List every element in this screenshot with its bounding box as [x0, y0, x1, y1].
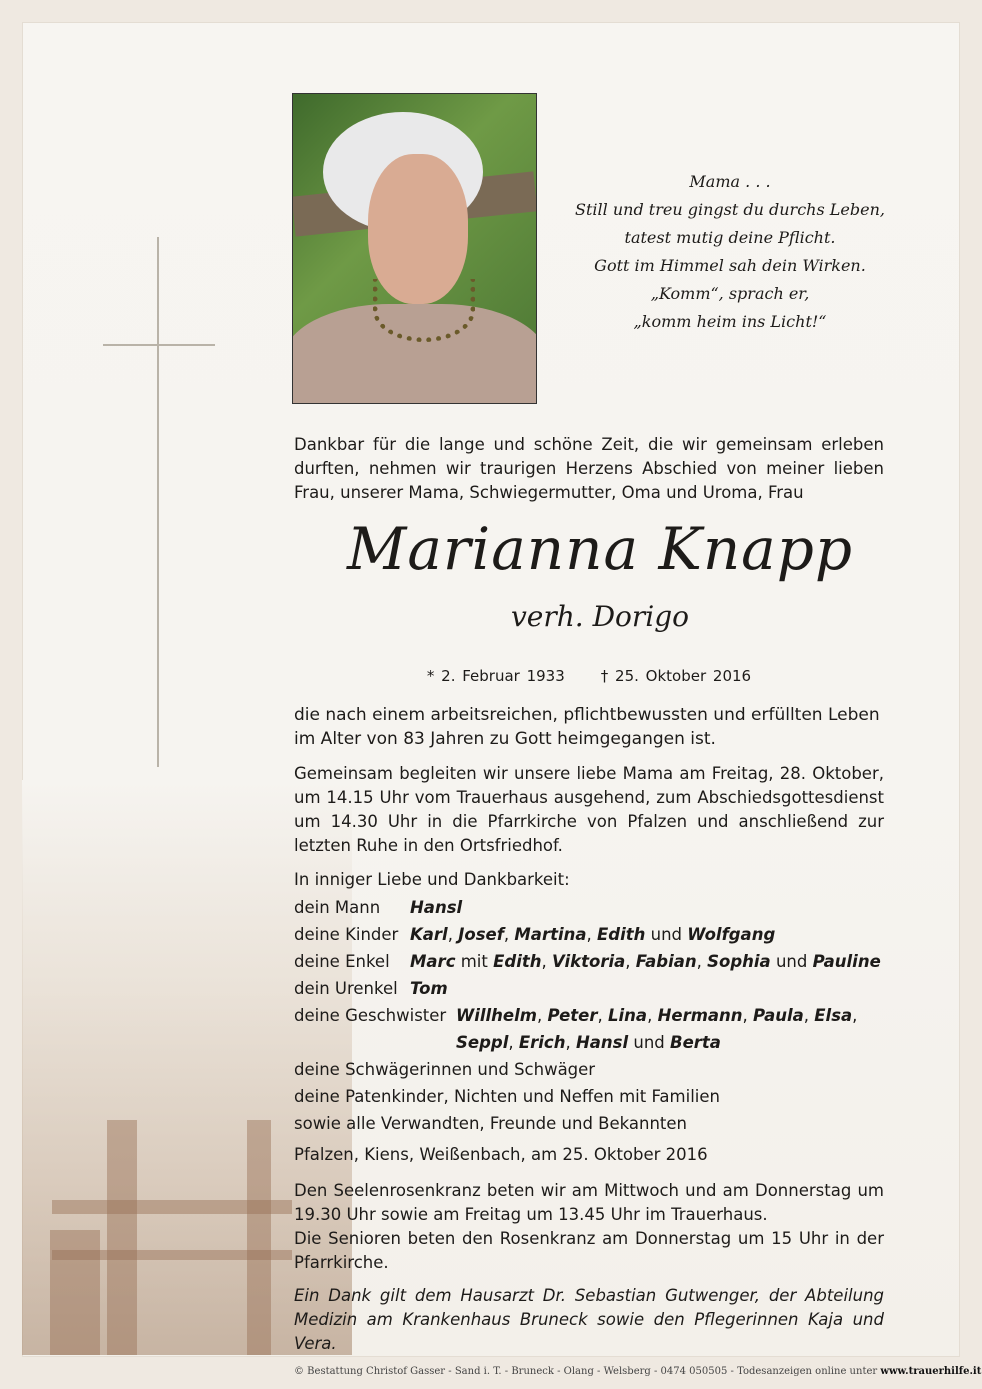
- separator: und: [628, 1033, 671, 1052]
- relative-row: [294, 1083, 894, 1110]
- footer: [294, 1366, 982, 1377]
- relative-name: Sophia: [707, 952, 771, 971]
- separator: ,: [586, 925, 598, 944]
- relative-row: [294, 894, 894, 921]
- relative-name: Berta: [670, 1033, 721, 1052]
- relative-names: [410, 975, 894, 1002]
- footer-link[interactable]: www.trauerhilfe.it: [880, 1366, 982, 1377]
- life-dates: [294, 667, 884, 685]
- relative-name: Marc: [410, 952, 456, 971]
- poem-line: Gott im Himmel sah dein Wirken.: [594, 256, 866, 275]
- relative-names: [456, 1002, 894, 1056]
- relative-name: Tom: [410, 979, 448, 998]
- death-date: † 25. Oktober 2016: [600, 667, 752, 685]
- poem-line: tatest mutig deine Pflicht.: [624, 228, 836, 247]
- funeral-text: Gemeinsam begleiten wir unsere liebe Mama am Freitag, 28. Oktober, um 14.15 Uhr vom Trauerhaus ausgehend, zum Abschiedsgottesdienst um 14.30 Uhr in die Pfarrkirche von Pfalzen und anschließend zur letzten Ruhe in den Ortsfriedhof.: [294, 764, 884, 855]
- relative-name: Seppl: [456, 1033, 509, 1052]
- relative-names: [410, 894, 894, 921]
- relative-name: Edith: [597, 925, 646, 944]
- relative-name: Hansl: [575, 1033, 629, 1052]
- relation-label: dein Urenkel: [294, 979, 398, 998]
- relative-name: Pauline: [812, 952, 881, 971]
- separator: ,: [625, 952, 636, 971]
- relative-name: Hermann: [657, 1006, 743, 1025]
- relative-row: [294, 948, 894, 975]
- separator: ,: [647, 1006, 658, 1025]
- rosary-paragraph: Den Seelenrosenkranz beten wir am Mittwoch und am Donnerstag um 19.30 Uhr sowie am Freitag um 13.45 Uhr im Trauerhaus.: [294, 1181, 884, 1224]
- relative-name: Lina: [608, 1006, 648, 1025]
- separator: ,: [597, 1006, 609, 1025]
- relation-label: deine Kinder: [294, 925, 399, 944]
- rosary-text: [294, 1179, 884, 1275]
- cross-icon: [157, 237, 159, 767]
- birth-date: * 2. Februar 1933: [426, 667, 565, 685]
- relative-name: Fabian: [635, 952, 697, 971]
- relative-name: Elsa: [814, 1006, 853, 1025]
- relation-label: deine Geschwister: [294, 1006, 447, 1025]
- separator: ,: [503, 925, 515, 944]
- relative-name: Hansl: [410, 898, 463, 917]
- separator: und: [770, 952, 813, 971]
- portrait-photo: [292, 93, 537, 404]
- relative-row: [294, 1002, 894, 1056]
- relative-name: Viktoria: [551, 952, 626, 971]
- separator: und: [645, 925, 688, 944]
- relative-name: Peter: [547, 1006, 598, 1025]
- life-text: die nach einem arbeitsreichen, pflichtbewussten und erfüllten Leben im Alter von 83 Jahren zu Gott heimgegangen ist.: [294, 705, 880, 749]
- relation-label: deine Schwägerinnen und Schwäger: [294, 1060, 596, 1079]
- separator: ,: [447, 925, 459, 944]
- separator: mit: [455, 952, 494, 971]
- separator: ,: [696, 952, 708, 971]
- relative-name: Edith: [493, 952, 542, 971]
- separator: ,: [742, 1006, 754, 1025]
- relative-names: [410, 948, 894, 975]
- seniors-paragraph: Die Senioren beten den Rosenkranz am Donnerstag um 15 Uhr in der Pfarrkirche.: [294, 1229, 884, 1272]
- cross-icon-bar: [103, 344, 215, 346]
- relative-row: [294, 1110, 894, 1137]
- relative-row: [294, 975, 894, 1002]
- relative-row: [294, 921, 894, 948]
- relative-name: Josef: [458, 925, 504, 944]
- relative-name: Karl: [410, 925, 448, 944]
- separator: ,: [536, 1006, 548, 1025]
- separator: ,: [803, 1006, 815, 1025]
- relation-label: sowie alle Verwandten, Freunde und Bekannten: [294, 1114, 688, 1133]
- poem-line: „komm heim ins Licht!“: [633, 312, 827, 331]
- relative-name: Wolfgang: [687, 925, 776, 944]
- relation-label: deine Enkel: [294, 952, 390, 971]
- relative-name: Paula: [753, 1006, 804, 1025]
- place-date: Pfalzen, Kiens, Weißenbach, am 25. Oktober 2016: [294, 1145, 708, 1164]
- poem-line: „Komm“, sprach er,: [650, 284, 810, 303]
- intro-text: Dankbar für die lange und schöne Zeit, die wir gemeinsam erleben durften, nehmen wir traurigen Herzens Abschied von meiner lieben Frau, unserer Mama, Schwiegermutter, Oma und Uroma, Frau: [294, 435, 884, 502]
- thanks-text: Ein Dank gilt dem Hausarzt Dr. Sebastian Gutwenger, der Abteilung Medizin am Krankenhaus Bruneck sowie den Pflegerinnen Kaja und Vera.: [294, 1286, 884, 1353]
- relation-label: dein Mann: [294, 898, 381, 917]
- deceased-name: Marianna Knapp: [346, 515, 854, 583]
- separator: ,: [565, 1033, 576, 1052]
- poem: [560, 168, 900, 336]
- mourners-intro: In inniger Liebe und Dankbarkeit:: [294, 870, 570, 889]
- relative-name: Erich: [518, 1033, 566, 1052]
- separator: ,: [541, 952, 552, 971]
- relatives-list: [294, 894, 894, 1137]
- poem-line: Still und treu gingst du durchs Leben,: [575, 200, 885, 219]
- relative-row: [294, 1056, 894, 1083]
- footer-text: © Bestattung Christof Gasser - Sand i. T. - Bruneck - Olang - Welsberg - 0474 050505 - Todesanzeigen online unter: [294, 1366, 881, 1377]
- relative-names: [410, 921, 894, 948]
- married-name: verh. Dorigo: [510, 600, 690, 633]
- separator: ,: [508, 1033, 519, 1052]
- poem-line: Mama . . .: [689, 172, 771, 191]
- relative-name: Martina: [514, 925, 587, 944]
- separator: ,: [852, 1006, 858, 1025]
- relative-name: Willhelm: [456, 1006, 537, 1025]
- relation-label: deine Patenkinder, Nichten und Neffen mit Familien: [294, 1087, 720, 1106]
